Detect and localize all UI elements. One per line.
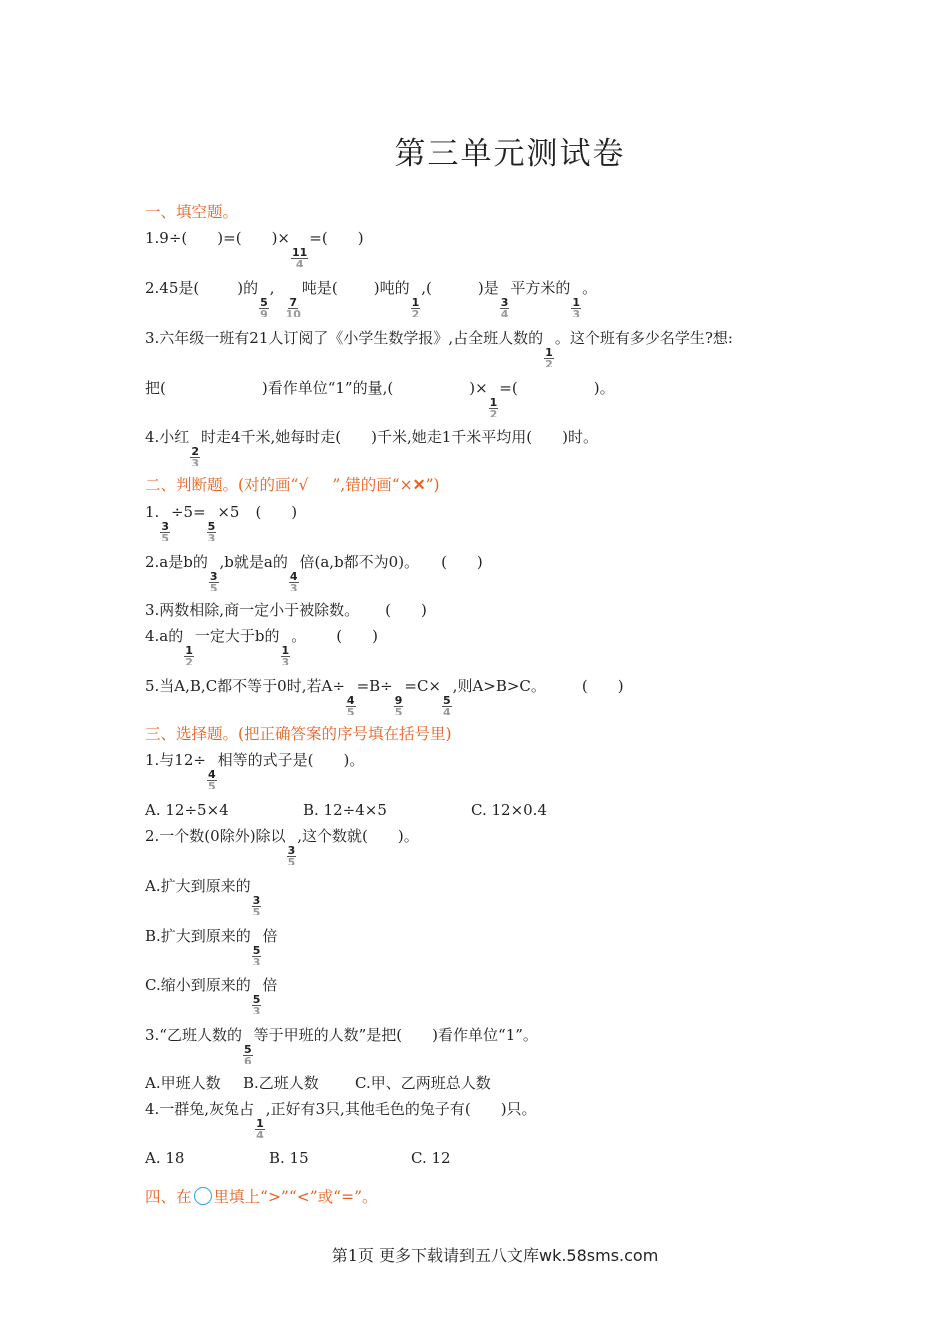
- fraction: $\frac{9}{5}$: [394, 694, 403, 715]
- fraction: $\frac{1}{3}$: [281, 644, 290, 665]
- footer-site-link: wk.58sms.com: [538, 1246, 659, 1265]
- fraction: $\frac{3}{5}$: [209, 570, 218, 591]
- circle-icon: [194, 1187, 212, 1205]
- fraction: $\frac{7}{10}$: [285, 296, 301, 317]
- s1-question-2: 2.45是( )的 $\frac{5}{9}$ , $\frac{7}{10}$ 吨是( )吨的 $\frac{1}{2}$ ,( )是 $\frac{3}{4}$ 平方米的 $\frac{1}{3}$ 。: [145, 279, 598, 317]
- s3-question-3: 3.“乙班人数的 $\frac{5}{6}$ 等于甲班的人数”是把( )看作单位“1”。: [145, 1026, 538, 1064]
- fraction: $\frac{3}{4}$: [500, 296, 509, 317]
- s3-question-4-options: [145, 1148, 451, 1168]
- option-b: B. 15: [269, 1149, 309, 1167]
- section-1-heading: 一、填空题。: [145, 203, 239, 221]
- section-2-heading: 二、判断题。(对的画“√ ”,错的画“×✕”): [145, 475, 440, 494]
- s1-question-3: 3.六年级一班有21人订阅了《小学生数学报》,占全班人数的 $\frac{1}{2}$ 。这个班有多少名学生?想:: [145, 329, 733, 367]
- section-4-heading: 四、在 里填上“>”“<”或“=”。: [145, 1188, 378, 1206]
- cross-mark-icon: ✕: [412, 475, 426, 494]
- s3-question-2-option-a: A.扩大到原来的 $\frac{3}{5}$: [145, 877, 261, 915]
- fraction: $\frac{3}{5}$: [252, 894, 261, 915]
- option-c: C. 12: [411, 1149, 451, 1167]
- s3-question-1: 1.与12÷ $\frac{4}{5}$ 相等的式子是( )。: [145, 751, 365, 789]
- s3-question-2-option-b: B.扩大到原来的 $\frac{5}{3}$ 倍: [145, 927, 278, 965]
- fraction: $\frac{1}{4}$: [256, 1117, 264, 1138]
- section-3-heading: 三、选择题。(把正确答案的序号填在括号里): [145, 725, 452, 743]
- s2-question-2: 2.a是b的 $\frac{3}{5}$ ,b就是a的 $\frac{4}{3}$ 倍(a,b都不为0)。 ( ): [145, 553, 483, 591]
- fraction: $\frac{3}{5}$: [161, 520, 169, 541]
- s3-question-2: 2.一个数(0除外)除以 $\frac{3}{5}$ ,这个数就( )。: [145, 827, 419, 865]
- fraction: $\frac{1}{2}$: [185, 644, 193, 665]
- fraction: $\frac{5}{3}$: [252, 993, 261, 1014]
- fraction: $\frac{4}{5}$: [207, 768, 216, 789]
- s3-question-3-options: [145, 1073, 491, 1093]
- option-a: A.甲班人数: [145, 1074, 221, 1092]
- fraction: $\frac{1}{2}$: [545, 346, 553, 367]
- fraction: $\frac{2}{3}$: [191, 445, 199, 466]
- s1-question-4: 4.小红 $\frac{2}{3}$ 时走4千米,她每时走( )千米,她走1千米平均用( )时。: [145, 428, 599, 466]
- s2-question-3: 3.两数相除,商一定小于被除数。 ( ): [145, 601, 427, 619]
- fraction: $\frac{1}{2}$: [411, 296, 420, 317]
- option-a: A. 12÷5×4: [145, 801, 229, 819]
- option-c: C. 12×0.4: [471, 801, 547, 819]
- fraction: $\frac{11}{4}$: [291, 246, 308, 267]
- s3-question-1-options: [145, 800, 547, 820]
- fraction: $\frac{5}{6}$: [243, 1043, 252, 1064]
- page-footer: 第1页 更多下载请到五八文库wk.58sms.com: [331, 1246, 659, 1265]
- option-b: B.乙班人数: [243, 1074, 319, 1092]
- s2-question-4: 4.a的 $\frac{1}{2}$ 一定大于b的 $\frac{1}{3}$ 。 ( ): [145, 627, 378, 665]
- fraction: $\frac{5}{3}$: [207, 520, 216, 541]
- s1-question-1: 1.9÷( )=( )× $\frac{11}{4}$ =( ): [145, 229, 364, 267]
- fraction: $\frac{5}{3}$: [252, 944, 261, 965]
- fraction: $\frac{5}{9}$: [260, 296, 268, 317]
- fraction: $\frac{1}{2}$: [489, 396, 498, 417]
- fraction: $\frac{1}{3}$: [572, 296, 581, 317]
- s3-question-2-option-c: C.缩小到原来的 $\frac{5}{3}$ 倍: [145, 976, 278, 1014]
- s2-question-5: 5.当A,B,C都不等于0时,若A÷ $\frac{4}{5}$ =B÷ $\frac{9}{5}$ =C× $\frac{5}{4}$ ,则A>B>C。 ( ): [145, 677, 624, 715]
- option-b: B. 12÷4×5: [303, 801, 387, 819]
- fraction: $\frac{5}{4}$: [443, 694, 451, 715]
- s1-question-3-hint: 把( )看作单位“1”的量,( )× $\frac{1}{2}$ =( )。: [145, 379, 615, 417]
- s2-question-1: 1. $\frac{3}{5}$ ÷5= $\frac{5}{3}$ ×5 ( ): [145, 503, 298, 541]
- s3-question-4: 4.一群兔,灰兔占 $\frac{1}{4}$ ,正好有3只,其他毛色的兔子有( )只。: [145, 1100, 537, 1138]
- fraction: $\frac{4}{5}$: [346, 694, 355, 715]
- option-c: C.甲、乙两班总人数: [355, 1074, 491, 1092]
- fraction: $\frac{4}{3}$: [289, 570, 298, 591]
- option-a: A. 18: [145, 1149, 185, 1167]
- fraction: $\frac{3}{5}$: [287, 844, 296, 865]
- page-title: 第三单元测试卷: [394, 136, 626, 172]
